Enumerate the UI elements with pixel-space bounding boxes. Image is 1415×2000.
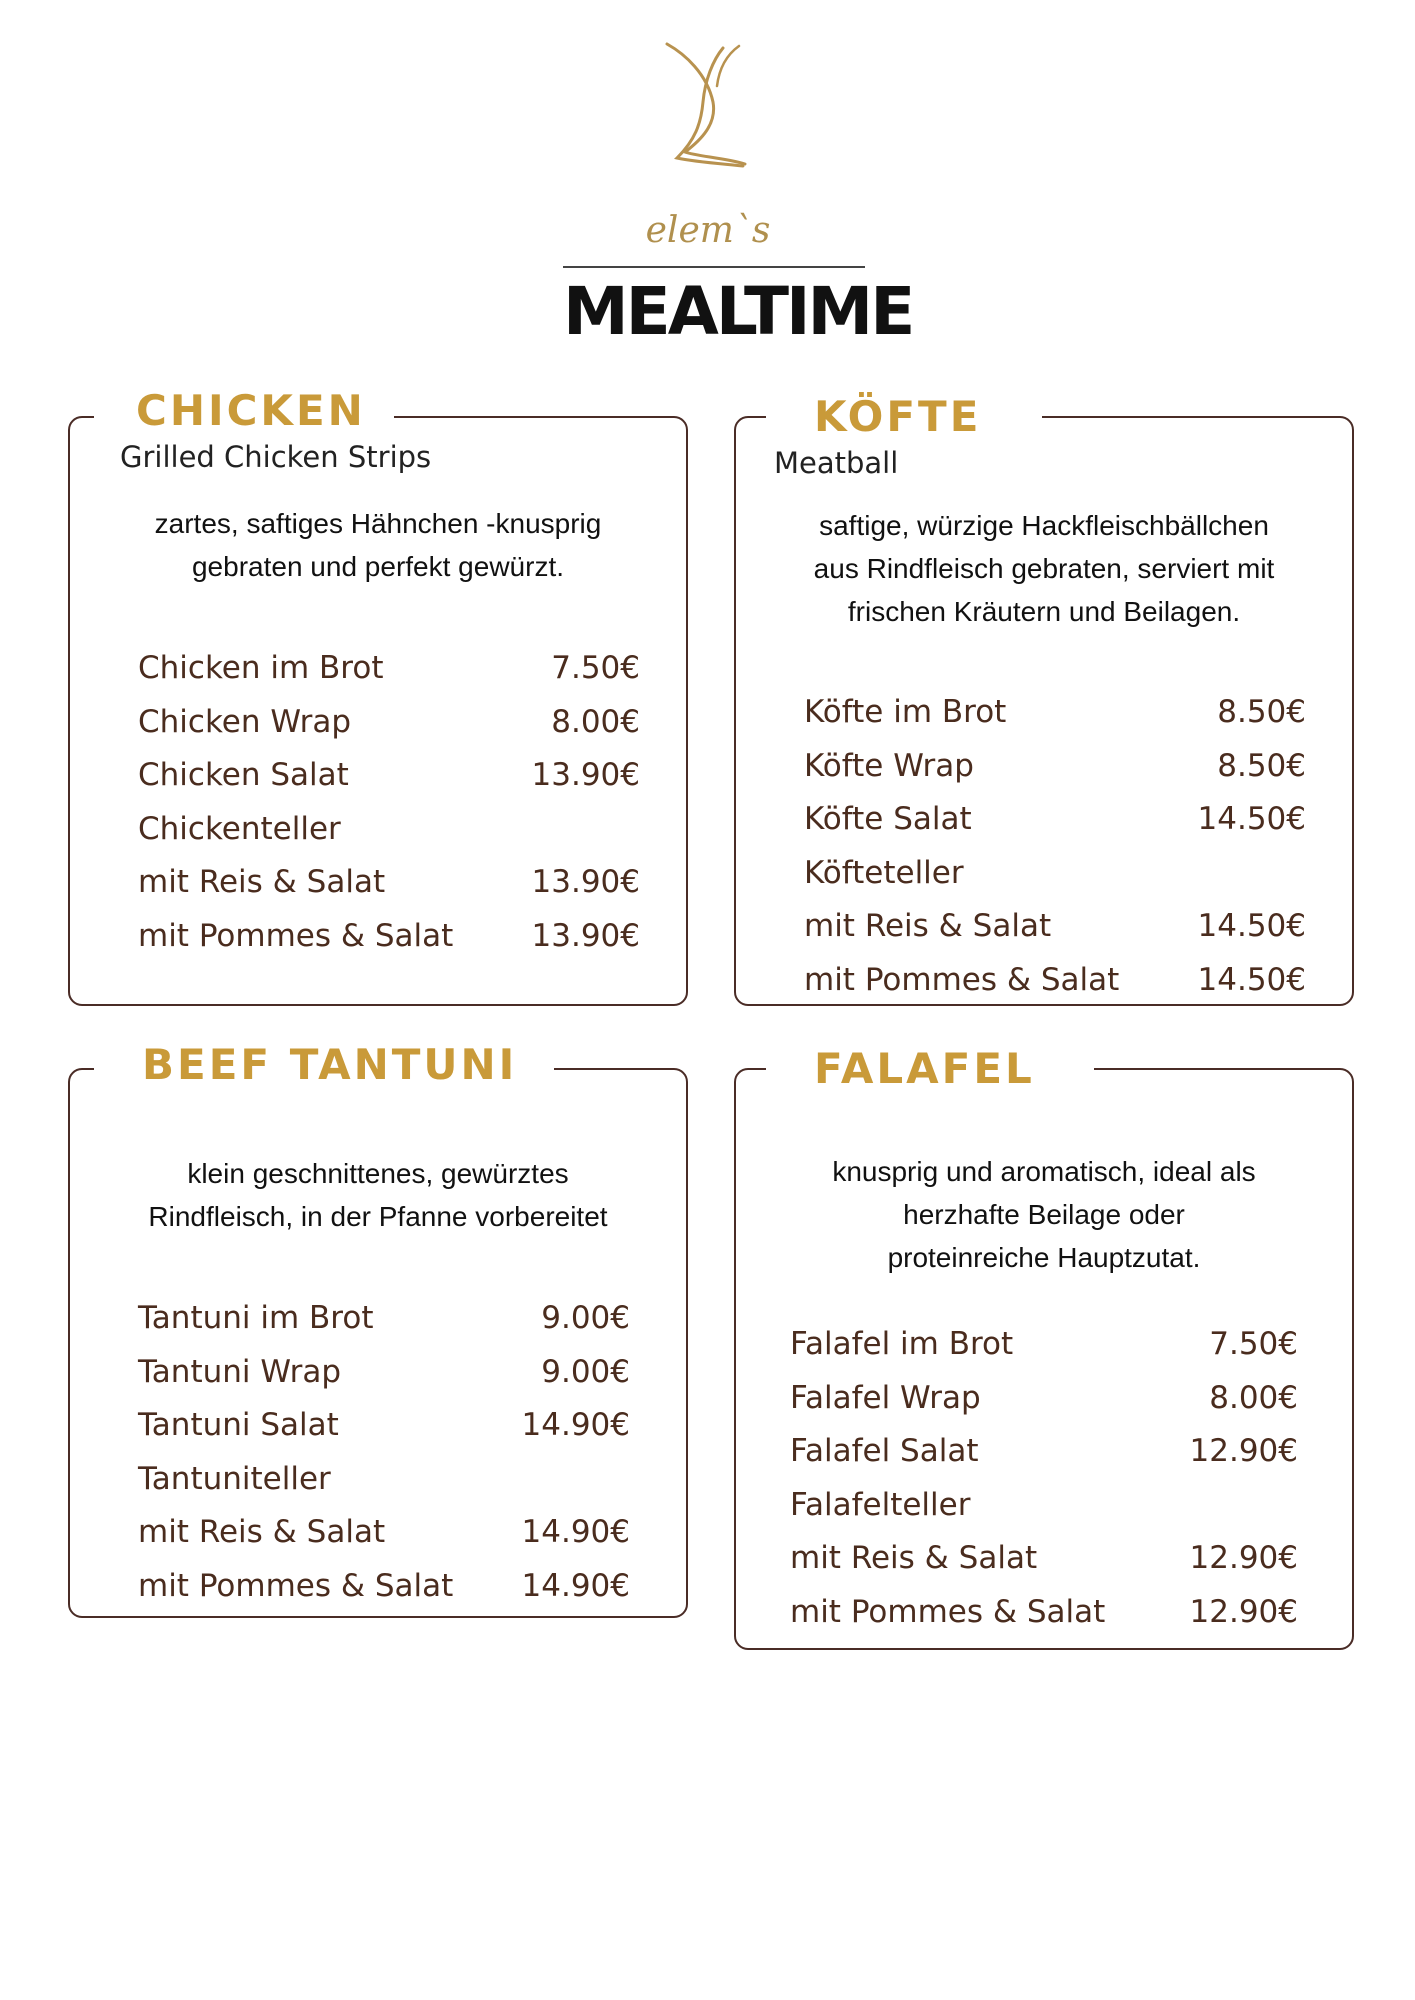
- section-title: KÖFTE: [766, 392, 1042, 442]
- section-title: CHICKEN: [94, 386, 394, 436]
- menu-item: Falafel Wrap 8.00€: [790, 1379, 1298, 1416]
- menu-item: Tantuni Wrap 9.00€: [138, 1353, 630, 1390]
- section-title: FALAFEL: [766, 1044, 1094, 1094]
- menu-item: Köfte Wrap 8.50€: [804, 747, 1306, 784]
- menu-item: mit Reis & Salat 14.90€: [138, 1514, 630, 1550]
- menu-item: Tantuni Salat 14.90€: [138, 1407, 630, 1443]
- section-chicken: [68, 386, 688, 1006]
- menu-item: Köfte Salat 14.50€: [804, 801, 1306, 837]
- section-title: BEEF TANTUNI: [94, 1040, 554, 1090]
- menu-item: Köfteteller: [804, 854, 964, 891]
- menu-item: Falafelteller: [790, 1486, 971, 1523]
- section-description: saftige, würzige Hackfleischbällchen aus Rindfleisch gebraten, serviert mit frischen Kräutern und Beilagen.: [813, 510, 1275, 627]
- menu-item: mit Pommes & Salat 14.50€: [804, 961, 1306, 998]
- menu-item: Tantuni im Brot 9.00€: [138, 1300, 630, 1336]
- menu-list: [790, 1318, 1298, 1639]
- section-subtitle: Grilled Chicken Strips: [120, 440, 432, 474]
- menu-item: mit Reis & Salat 12.90€: [790, 1540, 1298, 1576]
- section-description: zartes, saftiges Hähnchen -knusprig gebraten und perfekt gewürzt.: [154, 508, 602, 582]
- menu-item: Falafel im Brot 7.50€: [790, 1326, 1298, 1362]
- section-description: klein geschnittenes, gewürztes Rindfleisch, in der Pfanne vorbereitet: [148, 1158, 608, 1232]
- menu-item: Chickenteller: [138, 810, 341, 847]
- menu-item: Chicken Salat 13.90€: [138, 757, 640, 793]
- menu-item: mit Pommes & Salat 14.90€: [138, 1567, 630, 1604]
- section-beef-tantuni: [68, 1040, 688, 1618]
- section-koefte: [734, 392, 1354, 1006]
- brand-title: MEALTIME: [563, 273, 913, 350]
- menu-item: mit Reis & Salat 13.90€: [138, 864, 640, 900]
- menu-item: Falafel Salat 12.90€: [790, 1433, 1298, 1469]
- section-falafel: [734, 1044, 1354, 1650]
- menu-item: Chicken im Brot 7.50€: [138, 650, 640, 686]
- menu-item: Tantuniteller: [138, 1460, 331, 1497]
- menu-list: [804, 686, 1306, 1007]
- brand-tagline: elem`s: [645, 210, 771, 251]
- menu-item: mit Pommes & Salat 13.90€: [138, 917, 640, 954]
- menu-list: [138, 1292, 630, 1613]
- brand-divider: [563, 266, 865, 268]
- menu-item: Köfte im Brot 8.50€: [804, 694, 1306, 730]
- menu-list: [138, 642, 640, 963]
- menu-item: mit Pommes & Salat 12.90€: [790, 1593, 1298, 1630]
- section-subtitle: Meatball: [774, 446, 899, 480]
- section-description: knusprig und aromatisch, ideal als herzhafte Beilage oder proteinreiche Hauptzutat.: [832, 1156, 1256, 1273]
- menu-item: mit Reis & Salat 14.50€: [804, 908, 1306, 944]
- menu-item: Chicken Wrap 8.00€: [138, 703, 640, 740]
- logo-icon: [655, 40, 755, 170]
